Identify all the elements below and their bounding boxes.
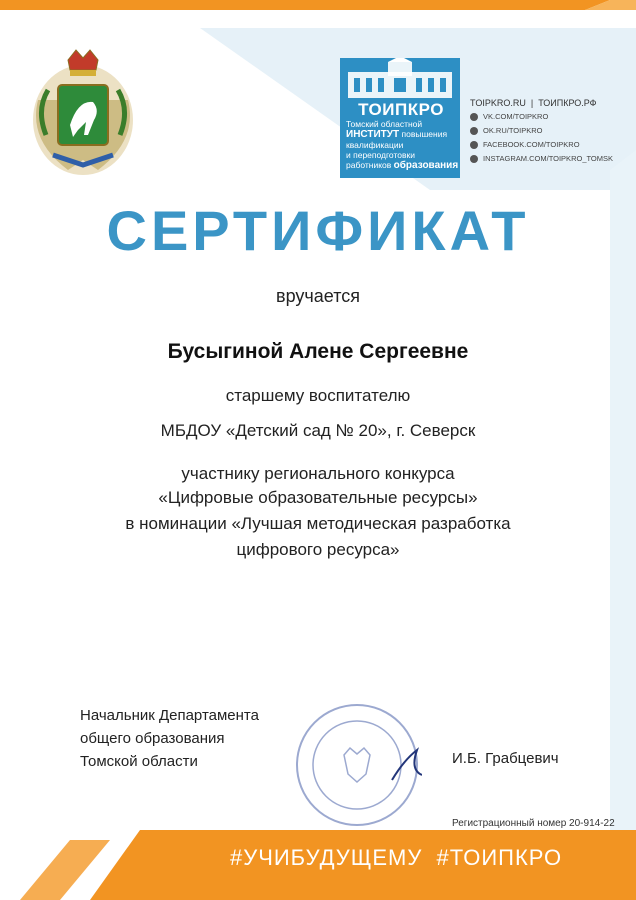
logo-line1: Томский областной [346,119,423,129]
contact-links [470,96,630,166]
vk-icon [470,113,478,121]
logo-line2-b: повышения [401,129,448,139]
hashtags: #УЧИБУДУЩЕМУ #ТОИПКРО [230,845,563,870]
awarded-label: вручается [276,286,360,306]
facebook-row [470,138,630,152]
logo-title: ТОИПКРО [358,100,444,119]
website-row [470,96,630,110]
certificate-title: СЕРТИФИКАТ [106,199,530,262]
description-line-4: цифрового ресурса» [236,540,400,559]
description-line-1: участнику регионального конкурса [181,464,455,483]
signatory-title [80,704,310,773]
recipient-organization: МБДОУ «Детский сад № 20», г. Северск [160,421,476,440]
website-link-1[interactable]: TOIPKRO.RU [470,98,526,108]
official-stamp [292,700,422,830]
logo-line2-a: ИНСТИТУТ [346,129,400,140]
tomsk-region-coat-of-arms [28,40,138,180]
signatory-role-3: Томской области [80,753,198,770]
recipient-name: Бусыгиной Алене Сергеевне [167,340,469,363]
vk-link[interactable]: VK.COM/TOIPKRO [483,112,549,121]
vk-row [470,110,630,124]
logo-line2-c: квалификации [346,140,404,150]
description-line-3: в номинации «Лучшая методическая разработка [125,514,511,533]
signatory-role-2: общего образования [80,730,225,747]
facebook-icon [470,141,478,149]
logo-subtitle [346,119,460,171]
logo-line3 [346,150,460,171]
instagram-row [470,152,630,166]
facebook-link[interactable]: FACEBOOK.COM/TOIPKRO [483,140,580,149]
instagram-link[interactable]: INSTAGRAM.COM/TOIPKRO_TOMSK [483,154,614,163]
ok-icon [470,127,478,135]
website-link-2[interactable]: ТОИПКРО.РФ [538,98,597,108]
logo-line3-a: и переподготовки [346,150,415,160]
instagram-icon [470,155,478,163]
logo-line3-c: образования [393,160,459,171]
description-line-2: «Цифровые образовательные ресурсы» [158,488,478,507]
logo-line2 [346,129,460,150]
signer-name: И.Б. Грабцевич [452,750,559,767]
ok-link[interactable]: OK.RU/TOIPKRO [483,126,543,135]
signatory-role-1: Начальник Департамента [80,707,259,724]
logo-line3-b: работников [346,160,392,170]
recipient-position: старшему воспитателю [225,386,411,405]
separator: | [530,98,534,108]
registration-number: Регистрационный номер 20-914-22 [452,818,615,829]
ok-row [470,124,630,138]
